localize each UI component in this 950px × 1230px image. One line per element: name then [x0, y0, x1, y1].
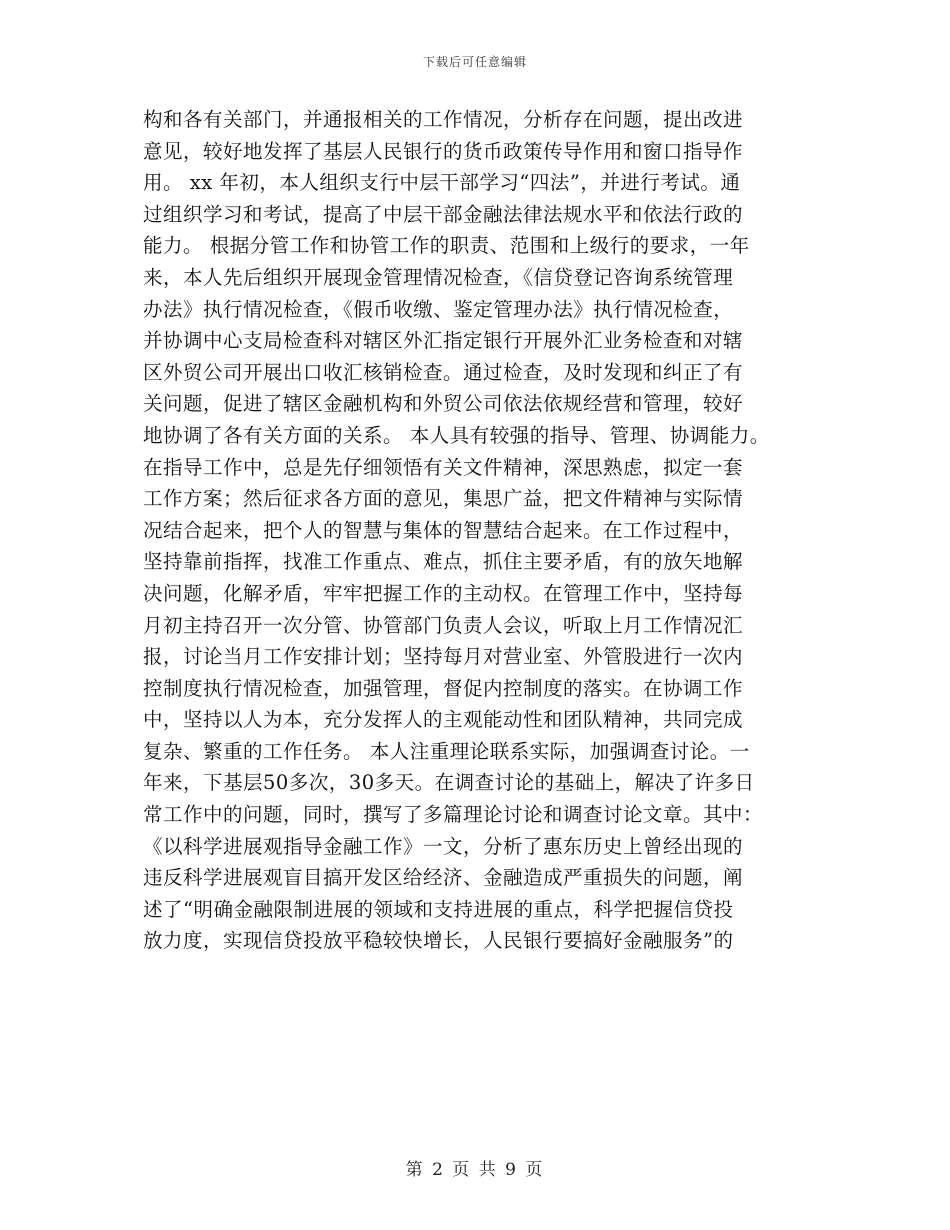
body-line: 用。 xx 年初，本人组织支行中层干部学习“四法”，并进行考试。通: [143, 171, 741, 195]
body-line: 《以科学进展观指导金融工作》一文，分析了惠东历史上曾经出现的: [143, 834, 744, 858]
body-line: 控制度执行情况检查，加强管理，督促内控制度的落实。在协调工作: [143, 676, 744, 700]
body-line: 报，讨论当月工作安排计划；坚持每月对营业室、外管股进行一次内: [143, 645, 744, 669]
body-line: 违反科学进展观盲目搞开发区给经济、金融造成严重损失的问题，阐: [143, 866, 744, 890]
body-line: 区外贸公司开展出口收汇核销检查。通过检查，及时发现和纠正了有: [143, 360, 744, 384]
body-line: 常工作中的问题，同时，撰写了多篇理论讨论和调查讨论文章。其中：: [143, 803, 764, 827]
body-line: 关问题，促进了辖区金融机构和外贸公司依法依规经营和管理，较好: [143, 392, 744, 416]
body-line: 来，本人先后组织开展现金管理情况检查，《信贷登记咨询系统管理: [143, 265, 734, 289]
body-line: 况结合起来，把个人的智慧与集体的智慧结合起来。在工作过程中，: [143, 518, 744, 542]
page-number-footer: 第 2 页 共 9 页: [405, 1160, 545, 1180]
body-line: 在指导工作中，总是先仔细领悟有关文件精神，深思熟虑，拟定一套: [143, 455, 744, 479]
body-line: 并协调中心支局检查科对辖区外汇指定银行开展外汇业务检查和对辖: [143, 329, 744, 353]
body-line: 坚持靠前指挥，找准工作重点、难点，抓住主要矛盾，有的放矢地解: [143, 550, 744, 574]
body-line: 工作方案；然后征求各方面的意见，集思广益，把文件精神与实际情: [143, 487, 744, 511]
body-line: 能力。 根据分管工作和协管工作的职责、范围和上级行的要求，一年: [143, 234, 750, 258]
body-line: 述了“明确金融限制进展的领域和支持进展的重点，科学把握信贷投: [143, 897, 734, 921]
body-line: 意见，较好地发挥了基层人民银行的货币政策传导作用和窗口指导作: [143, 139, 744, 163]
body-line: 中，坚持以人为本，充分发挥人的主观能动性和团队精神，共同完成: [143, 708, 744, 732]
body-line: 过组织学习和考试，提高了中层干部金融法律法规水平和依法行政的: [143, 202, 744, 226]
body-line: 月初主持召开一次分管、协管部门负责人会议，听取上月工作情况汇: [143, 613, 744, 637]
body-line: 放力度，实现信贷投放平稳较快增长，人民银行要搞好金融服务”的: [143, 929, 734, 953]
body-line: 地协调了各有关方面的关系。 本人具有较强的指导、管理、协调能力。: [143, 423, 770, 447]
page-header: 下载后可任意编辑: [422, 55, 527, 69]
body-line: 复杂、繁重的工作任务。 本人注重理论联系实际，加强调查讨论。一: [143, 739, 750, 763]
body-line: 决问题，化解矛盾，牢牢把握工作的主动权。在管理工作中，坚持每: [143, 581, 744, 605]
body-line: 年来，下基层50多次，30多天。在调查讨论的基础上，解决了许多日: [143, 771, 755, 795]
body-line: 构和各有关部门，并通报相关的工作情况，分析存在问题，提出改进: [143, 108, 744, 131]
body-line: 办法》执行情况检查，《假币收缴、鉴定管理办法》执行情况检查，: [143, 297, 734, 321]
document-body: [143, 104, 823, 957]
